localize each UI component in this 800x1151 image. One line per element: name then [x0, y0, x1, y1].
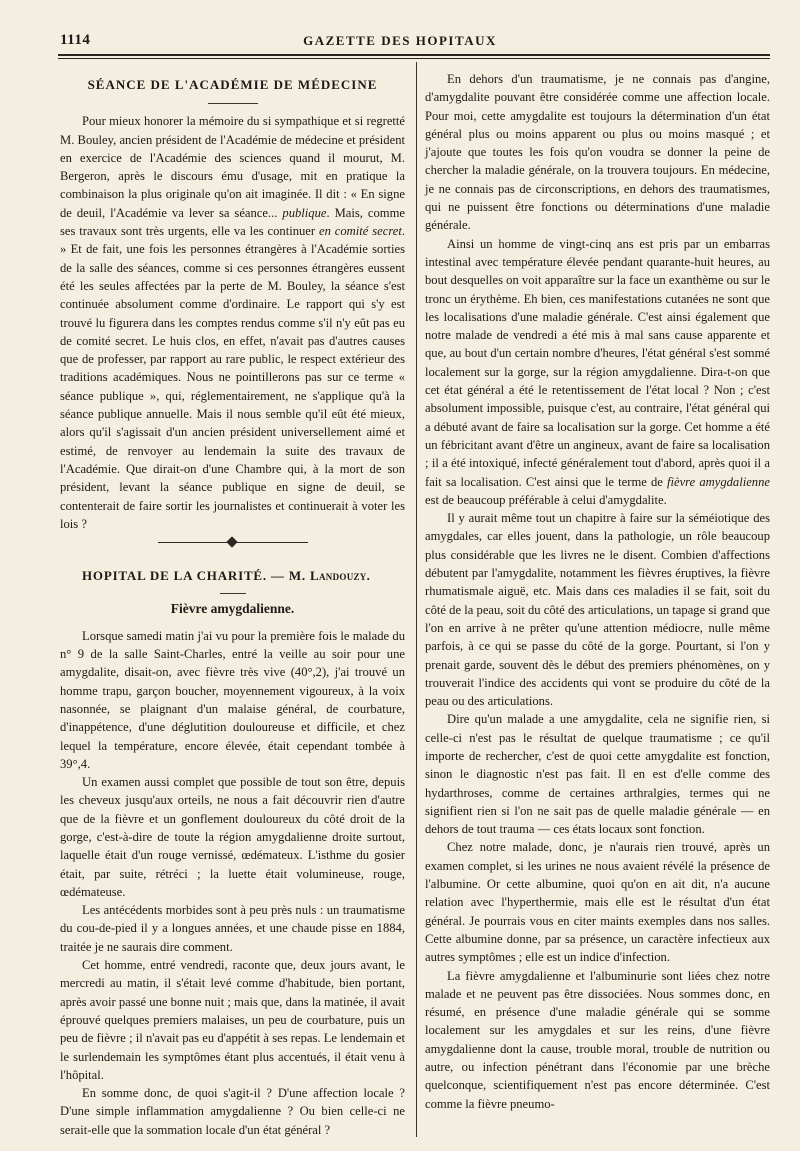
italic-text: fièvre amygdalienne: [667, 474, 770, 489]
text-run: est de beaucoup préférable à celui d'amygdalite.: [425, 492, 667, 507]
lecture-title: Fièvre amygdalienne.: [170, 601, 295, 617]
section-ornament: [158, 537, 308, 549]
lecture-paragraph: En dehors d'un traumatisme, je ne connais pas d'angine, d'amygdalite pouvant être considérée comme une affection locale. Pour moi, cette amygdalite est toujours la détermination d'un état général plus ou moins apparent ou plus ou moins masqué ; et j'ajoute que toutes les fois qu'on voudra se donner la peine de chercher la maladie générale, on la trouvera toujours. En médecine, je ne connais pas de circonscriptions, en dehors des traumatismes, qui ne puissent être fonctions ou déterminations d'une maladie générale.: [425, 72, 770, 233]
lecture-paragraph: [425, 235, 770, 509]
running-title: GAZETTE DES HOPITAUX: [303, 33, 497, 48]
text-run: . » Et de fait, une fois les personnes étrangères à l'Académie sorties de la salle des séances, comme si ces personnes étrangères eussent été les seules affectées par la perte de M. Bouley, la séance s'est continuée absolument comme d'ordinaire. Le rapport qui s'y est trouvé lu figurera dans les comptes rendus comme s'il n'y eût pas eu de comité secret. Le huis clos, en effet, n'avait pas d'autres causes que de professer, par rapport au rare public, le respect extérieur des traditions académiques. Nous ne pointillerons pas sur ce terme « séance publique », qui, réglementairement, ne s'applique qu'à la séance publique annuelle. Mais il nous semble qu'il eût été mieux, alors qu'il s'agissait d'un ancien président universellement aimé et estimé, de renvoyer au lendemain la suite des travaux de l'Académie. Que dirait-on d'une Chambre qui, à la mort de son président, levant la séance publique en signe de deuil, se contenterait de faire sortir les journalistes et continuerait à voter les lois ?: [60, 224, 406, 531]
academy-section-title: SÉANCE DE L'ACADÉMIE DE MÉDECINE: [87, 77, 378, 92]
lecture-paragraph: Dire qu'un malade a une amygdalite, cela ne signifie rien, si celle-ci n'est pas le résultat de quelque traumatisme ; ce qu'il importe de rechercher, c'est de quoi cette amygdalite est fonction, sinon le diagnostic n'est pas fait. Il en est d'elle comme des hydarthroses, comme de certaines arthralgies, termes qui ne signifient rien si l'on ne sait pas de quelle maladie générale — en dehors de tout trauma — ces états locaux sont fonction.: [425, 712, 770, 837]
lecture-rule: [220, 593, 246, 594]
lecture-paragraph: La fièvre amygdalienne et l'albuminurie sont liées chez notre malade et ne peuvent pas être dissociées. Nous sommes donc, en résumé, en présence d'une maladie générale qui se somme localement sur les amygdales et sur les reins, d'une fièvre amygdalienne dont la cause, trouble moral, trouble de nutrition ou autre, ou infection pénétrant dans l'économie par une brèche quelconque, scientifiquement n'est pas encore déterminée. C'est comme la fièvre pneumo-: [425, 968, 770, 1111]
title-end: .: [366, 568, 371, 584]
header-rule-thin: [58, 58, 770, 59]
column-divider: [416, 62, 417, 1137]
lecture-paragraph: Lorsque samedi matin j'ai vu pour la première fois le malade du n° 9 de la salle Saint-Charles, entré la veille au soir pour une amygdalite, disait-on, avec fièvre très vive (40°,2), j'ai trouvé un homme trapu, garçon boucher, moyennement vigoureux, à la voix nasonnée, se plaignant d'un malaise général, de courbature, d'inappétence, d'une déglutition douloureuse et difficile, et chez lequel la température, encore élevée, était cependant tombée à 39°,4.: [60, 628, 405, 771]
italic-text: en comité secret: [319, 224, 402, 239]
italic-text: publique: [282, 205, 327, 220]
title-rule: [208, 103, 258, 104]
text-run: Ainsi un homme de vingt-cinq ans est pris par un embarras intestinal avec température élevée pendant quarante-huit heures, au bout desquelles on voit apparaître sur la face un exanthème ou sur le tronc un érythème. Eh bien, ces manifestations cutanées ne sont que les localisations d'une maladie générale. C'est ainsi également que notre malade de vendredi a été mis à mal sans cause apparente et que, au bout d'un certain nombre d'heures, l'état général s'est sommé localement sur la gorge, sur la région amygdalienne. Dira-t-on que cet état général a été le retentissement de l'état local ? Non ; c'est absolument impossible, puisque c'est, au contraire, l'état général qui a débuté avant de faire sa localisation sur la gorge. Cet homme a été un fébricitant avant d'être un angineux, avant de faire sa localisation ; il a été intoxiqué, infecté généralement tout d'abord, après quoi il a fait sa localisation. C'est ainsi que le terme de: [425, 236, 770, 489]
page-number: 1114: [60, 32, 91, 48]
header-rule: [58, 54, 770, 56]
page-header: [0, 30, 800, 52]
hospital-section-title: [60, 567, 405, 585]
hospital-name: HOPITAL DE LA CHARITÉ. — M.: [82, 568, 311, 584]
right-column: [425, 70, 770, 1113]
left-column: [60, 70, 405, 1139]
lecture-paragraph: En somme donc, de quoi s'agit-il ? D'une affection locale ? D'une simple inflammation amygdalienne ? Ou bien celle-ci ne serait-elle que la sommation locale d'un état général ?: [60, 1086, 405, 1137]
doctor-name: Landouzy: [310, 568, 367, 584]
lecture-paragraph: Cet homme, entré vendredi, raconte que, deux jours avant, le mercredi au matin, il s'était levé comme d'habitude, bien portant, après avoir passé une bonne nuit ; mais que, dans la matinée, il avait éprouvé quelques premiers malaises, un peu de courbature, puis un peu de fièvre ; il n'avait pas eu d'appétit à ses repas. Le lendemain et le surlendemain les symptômes étant plus accentués, il était venu à l'hôpital.: [60, 958, 405, 1082]
lecture-paragraph: Un examen aussi complet que possible de tout son être, depuis les cheveux jusqu'aux orteils, ne nous a fait découvrir rien d'autre que de la fièvre et un gonflement douloureux du côté droit de la gorge, c'est-à-dire de toute la région amygdalienne droite surtout, laquelle était d'un rouge vernissé, œdémateux. L'isthme du gosier était, par suite, rétréci ; la luette était volumineuse, rouge, œdémateuse.: [60, 775, 405, 899]
text-run: . Mais, comme ses travaux sont très urgents, elle va les continuer: [60, 205, 405, 239]
lecture-paragraph: Il y aurait même tout un chapitre à faire sur la séméiotique des amygdales, car elles jouent, dans la pathologie, un rôle beaucoup plus considérable que les livres ne le disent. Combien d'affections débutent par l'amygdalite, notamment les fièvres éruptives, la fièvre rhumatismale aiguë, etc. Mais dans ces maladies il se fait, soit du côté de la peau, soit du côté des articulations, un tapage si grand que l'on en arrive à ne prêter qu'une attention médiocre, nulle même parfois, à ce qui se passe du côté de la gorge. Pourtant, si l'on y prenait garde, souvent dès le début des premiers phénomènes, on y trouverait l'indice des accidents qui vont se produire du côté de la peau ou des articulations.: [425, 511, 770, 709]
text-run: Pour mieux honorer la mémoire du si sympathique et si regretté M. Bouley, ancien président de l'Académie de médecine et président en exercice de l'Académie des sciences quand il mourut, M. Bergeron, après le discours ému d'usage, mit en pratique la combinaison la plus originale qu'on ait imaginée. Il dit : « En signe de deuil, l'Académie va lever sa séance...: [60, 114, 405, 220]
academy-paragraph: [60, 112, 405, 533]
lecture-paragraph: Chez notre malade, donc, je n'aurais rien trouvé, après un examen complet, si les urines ne nous avaient révélé la présence de l'albumine. Or cette albumine, quoi qu'on en ait dit, n'a aucune relation avec l'hyperthermie, mais elle est le résultat d'un état général. Je pourrais vous en citer maints exemples dans nos salles. Cette albumine donne, par sa présence, un caractère infectieux aux autres symptômes ; elle est un indice d'infection.: [425, 840, 770, 965]
lecture-paragraph: Les antécédents morbides sont à peu près nuls : un traumatisme du cou-de-pied il y a longues années, et une chaude pisse en 1884, traitée je ne saurais dire comment.: [60, 903, 405, 954]
